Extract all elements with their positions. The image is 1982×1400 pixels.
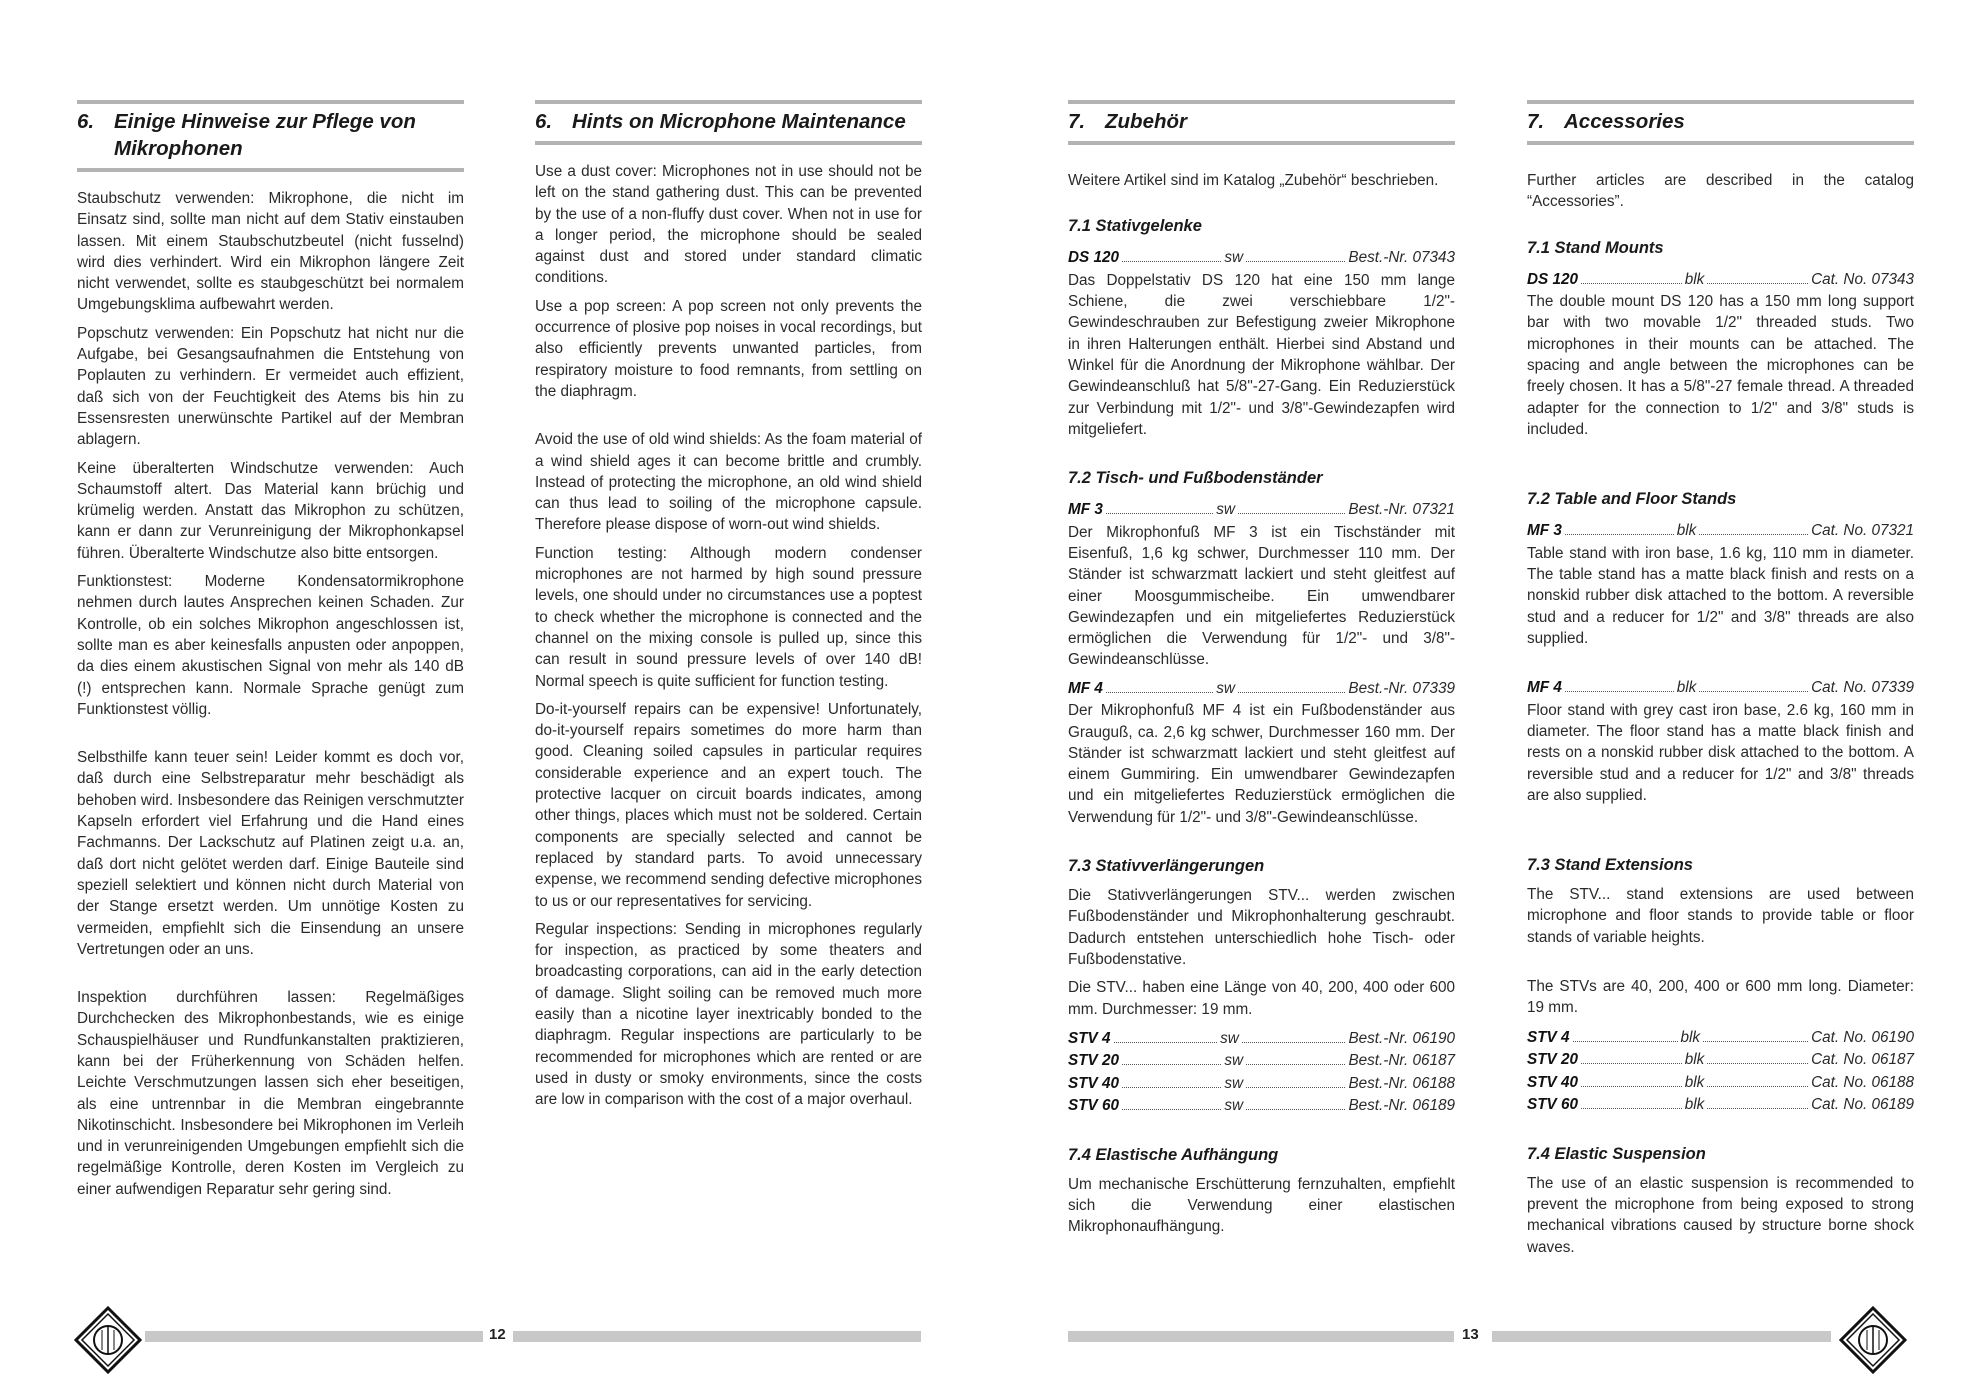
- subsection-title: 7.4 Elastic Suspension: [1527, 1144, 1706, 1163]
- paragraph: Floor stand with grey cast iron base, 2.6 kg, 160 mm in diameter. The floor stand has a matte black finish and rests on a nonskid rubber disk attached to the bottom. A reversible stud and a reducer for 1/2" and 3/8" threads are also supplied.: [1527, 701, 1914, 804]
- subsection-title: 7.3 Stand Extensions: [1527, 856, 1693, 875]
- column-accessories-de: [1068, 100, 1455, 1238]
- section-title: 6. Einige Hinweise zur Pflege von Mikrophonen: [77, 110, 416, 160]
- paragraph: Table stand with iron base, 1.6 kg, 110 mm in diameter. The table stand has a matte black finish and rests on a nonskid rubber disk attached to the bottom. A reversible stud and a reducer for 1/2" and 3/8" threads are also supplied.: [1527, 544, 1914, 647]
- section-title: 6. Hints on Microphone Maintenance: [535, 110, 906, 133]
- paragraph: Die Stativverlängerungen STV... werden zwischen Fußbodenständer und Mikrophonhalterung geschraubt. Dadurch entstehen unterschiedlich hohe Tisch- oder Fußbodenstative.: [1068, 887, 1455, 968]
- paragraph: Weitere Artikel sind im Katalog „Zubehör“ beschrieben.: [1068, 172, 1439, 189]
- paragraph: Selbsthilfe kann teuer sein! Leider kommt es doch vor, daß durch eine Selbstreparatur mehr beschädigt als behoben wird. Insbesondere das Reinigen verschmutzter Kapseln erfordert viel Erfahrung und die Hand eines Fachmanns. Der Lackschutz auf Platinen zeigt u.a. an, daß dort nicht gelötet werden darf. Einige Bauteile sind speziell selektiert und können nicht durch Material von der Stange ersetzt werden. Um unnötige Kosten zu vermeiden, empfiehlt sich die Einsendung an unsere Vertretungen oder an uns.: [77, 749, 464, 958]
- paragraph: Regular inspections: Sending in microphones regularly for inspection, as practiced by some theaters and broadcasting corporations, can aid in the early detection of damage. Slight soiling can be removed much more easily than a nicotine layer inextricably bonded to the diaphragm. Regular inspections are particularly to be recommended for microphones which are rented or are used in dusty or smoky environments, since the costs are low in comparison with the cost of a major overhaul.: [535, 920, 922, 1109]
- column-accessories-en: [1527, 100, 1914, 1258]
- paragraph: The STV... stand extensions are used between microphone and floor stands to provide table or floor stands of variable heights.: [1527, 886, 1914, 946]
- order-line: STV 40 blk Cat. No. 06188: [1527, 1073, 1915, 1091]
- paragraph: The double mount DS 120 has a 150 mm long support bar with two movable 1/2" threaded studs. Two microphones in their mounts can be attached. The spacing and angle between the microphones can be freely chosen. It has a 5/8"-27 female thread. A threaded adapter for the connection to 1/2" and 3/8" studs is included.: [1527, 293, 1914, 438]
- order-line: MF 4 blk Cat. No. 07339: [1527, 679, 1914, 697]
- order-line: STV 4 sw Best.-Nr. 06190: [1068, 1029, 1456, 1047]
- paragraph: Der Mikrophonfuß MF 4 ist ein Fußbodenständer aus Grauguß, ca. 2,6 kg schwer, Durchmesser 160 mm. Der Ständer ist schwarzmatt lackiert und steht gleitfest auf einem Gummiring. Ein umwendbarer Gewindezapfen und ein mitgeliefertes Reduzierstück ermöglichen die Verwendung für 1/2"- und 3/8"-Gewindeanschlüsse.: [1068, 702, 1455, 826]
- paragraph: Use a pop screen: A pop screen not only prevents the occurrence of plosive pop noises in vocal recordings, but also efficiently prevents unwanted particles, from respiratory moisture to food remnants, from settling on the diaphragm.: [535, 297, 922, 400]
- paragraph: Keine überalterten Windschutze verwenden: Auch Schaumstoff altert. Das Material kann brüchig und krümelig werden. Anstatt das Mikrophon zu schützen, kann er dann zur Verunreinigung der Mikrophonkapsel führen. Überalterte Windschutze also bitte entsorgen.: [77, 459, 464, 562]
- column-maintenance-de: [77, 100, 464, 1200]
- page-number: 12: [489, 1326, 506, 1343]
- paragraph: The STVs are 40, 200, 400 or 600 mm long. Diameter: 19 mm.: [1527, 978, 1914, 1017]
- subsection-title: 7.2 Table and Floor Stands: [1527, 490, 1737, 509]
- paragraph: Inspektion durchführen lassen: Regelmäßiges Durchchecken des Mikrophonbestands, wie es einige Schauspielhäuser und Rundfunkanstalten praktizieren, kann bei der Früherkennung von Schäden helfen. Leichte Verschmutzungen lassen sich eher beseitigen, als eine untrennbar in die Membran eingebrannte Nikotinschicht. Insbesondere bei Mikrophonen im Verleih und in verunreinigenden Umgebungen empfiehlt sich die regelmäßige Kontrolle, deren Kosten im Vergleich zu einer aufwendigen Reparatur sehr gering sind.: [77, 989, 464, 1198]
- paragraph: Der Mikrophonfuß MF 3 ist ein Tischständer mit Eisenfuß, 1,6 kg schwer, Durchmesser 110 mm. Der Ständer ist schwarzmatt lackiert und steht gleitfest auf einer Moosgummischeibe. Ein umwendbarer Gewindezapfen und ein mitgeliefertes Reduzierstück ermöglichen die Verwendung für 1/2"- und 3/8"-Gewindeanschlüsse.: [1068, 523, 1455, 669]
- order-line: STV 20 sw Best.-Nr. 06187: [1068, 1052, 1456, 1070]
- page-right: [991, 0, 1982, 1400]
- paragraph: Avoid the use of old wind shields: As the foam material of a wind shield ages it can become brittle and crumbly. Instead of protecting the microphone, an old wind shield can thus lead to soiling of the microphone capsule. Therefore please dispose of worn-out wind shields.: [535, 431, 922, 534]
- order-line: STV 20 blk Cat. No. 06187: [1527, 1051, 1915, 1069]
- paragraph: Um mechanische Erschütterung fernzuhalten, empfiehlt sich die Verwendung einer elastischen Mikrophonaufhängung.: [1068, 1175, 1455, 1236]
- footer-bar: [1068, 1331, 1454, 1342]
- neumann-logo-icon: [1839, 1306, 1907, 1374]
- order-line: STV 60 blk Cat. No. 06189: [1527, 1096, 1915, 1114]
- paragraph: Popschutz verwenden: Ein Popschutz hat nicht nur die Aufgabe, bei Gesangsaufnahmen die Entstehung von Poplauten zu verhindern. Er vermeidet auch effizient, daß sich von der Feuchtigkeit des Atems bis hin zu Essensresten unerwünschte Partikel auf der Membran ablagern.: [77, 324, 464, 449]
- subsection-title: 7.3 Stativverlängerungen: [1068, 857, 1265, 876]
- order-line: DS 120 sw Best.-Nr. 07343: [1068, 249, 1455, 267]
- paragraph: Die STV... haben eine Länge von 40, 200, 400 oder 600 mm. Durchmesser: 19 mm.: [1068, 979, 1455, 1018]
- page-number: 13: [1462, 1326, 1479, 1343]
- section-title: 7. Zubehör: [1068, 110, 1187, 133]
- paragraph: Das Doppelstativ DS 120 hat eine 150 mm lange Schiene, die zwei verschiebbare 1/2"-Gewindeschrauben zur Befestigung zweier Mikrophone in ihren Halterungen enthält. Hierbei sind Abstand und Winkel für die Anordnung der Mikrophone wählbar. Der Gewindeanschluß hat 5/8"-27-Gang. Ein Reduzierstück zur Verbindung mit 1/2"- und 3/8"-Gewindezapfen wird mitgeliefert.: [1068, 271, 1455, 438]
- subsection-title: 7.2 Tisch- und Fußbodenständer: [1068, 469, 1323, 488]
- paragraph: Function testing: Although modern condenser microphones are not harmed by high sound pressure levels, one should under no circumstances use a poptest to check whether the microphone is connected and the channel on the mixing console is pulled up, since this can result in sound pressure levels of over 140 dB! Normal speech is quite sufficient for function testing.: [535, 544, 922, 690]
- subsection-title: 7.1 Stand Mounts: [1527, 238, 1664, 257]
- subsection-title: 7.4 Elastische Aufhängung: [1068, 1145, 1279, 1164]
- footer-bar: [145, 1331, 483, 1342]
- neumann-logo-icon: [74, 1306, 142, 1374]
- order-line: STV 4 blk Cat. No. 06190: [1527, 1028, 1915, 1046]
- paragraph: Further articles are described in the catalog “Accessories”.: [1527, 172, 1914, 211]
- order-line: STV 40 sw Best.-Nr. 06188: [1068, 1074, 1456, 1092]
- order-line: MF 4 sw Best.-Nr. 07339: [1068, 679, 1455, 697]
- paragraph: Staubschutz verwenden: Mikrophone, die nicht im Einsatz sind, sollte man nicht auf dem Stativ einstauben lassen. Mit einem Staubschutzbeutel (nicht fusselnd) wird dies verhindert. Wird ein Mikrophon längere Zeit nicht verwendet, sollte es staubgeschützt bei normalem Umgebungsklima aufbewahrt werden.: [77, 190, 464, 314]
- order-line: STV 60 sw Best.-Nr. 06189: [1068, 1097, 1456, 1115]
- column-maintenance-en: [535, 100, 922, 1110]
- paragraph: Do-it-yourself repairs can be expensive! Unfortunately, do-it-yourself repairs sometimes do more harm than good. Cleaning soiled capsules in particular requires considerable experience and an expert touch. The protective lacquer on circuit boards indicates, among other things, places which must not be soldered. Certain components are specially selected and cannot be replaced by standard parts. To avoid unnecessary expense, we recommend sending defective microphones to us or our representatives for servicing.: [535, 700, 922, 910]
- paragraph: The use of an elastic suspension is recommended to prevent the microphone from being exposed to strong mechanical vibrations caused by structure borne shock waves.: [1527, 1174, 1914, 1256]
- paragraph: Use a dust cover: Microphones not in use should not be left on the stand gathering dust. This can be prevented by the use of a non-fluffy dust cover. When not in use for a longer period, the microphone should be sealed against dust and stored under standard climatic conditions.: [535, 163, 922, 287]
- order-line: DS 120 blk Cat. No. 07343: [1527, 270, 1914, 288]
- order-line: MF 3 sw Best.-Nr. 07321: [1068, 501, 1455, 519]
- subsection-title: 7.1 Stativgelenke: [1068, 217, 1202, 236]
- order-line: MF 3 blk Cat. No. 07321: [1527, 522, 1914, 540]
- footer-bar: [513, 1331, 921, 1342]
- footer-bar: [1492, 1331, 1831, 1342]
- section-title: 7. Accessories: [1527, 110, 1685, 133]
- paragraph: Funktionstest: Moderne Kondensatormikrophone nehmen durch lautes Ansprechen keinen Schaden. Zur Kontrolle, ob ein solches Mikrophon angeschlossen ist, sollte man es aber keinesfalls anpusten oder anpoppen, da dies einem akustischen Signal von mehr als 140 dB (!) entsprechen kann. Normale Sprache genügt zum Funktionstest völlig.: [77, 573, 464, 718]
